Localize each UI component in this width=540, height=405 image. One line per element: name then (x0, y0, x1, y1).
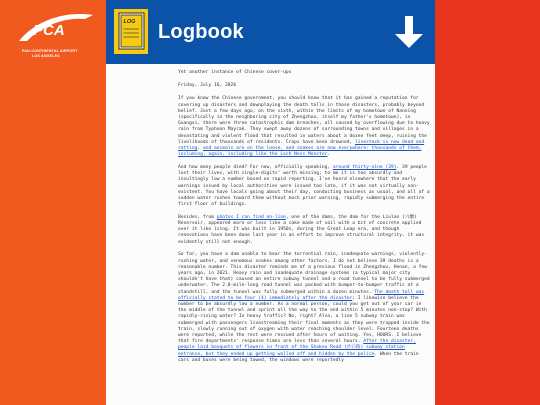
pca-logo (10, 9, 96, 65)
paragraph-text: . (327, 152, 331, 158)
logo-name: PCA (33, 22, 65, 39)
post-link[interactable]: The death toll was officially stated to be four (4) immediately after the disaster (178, 289, 425, 301)
left-sidebar (0, 0, 106, 405)
post-link[interactable]: around thirty-nine (39) (332, 164, 397, 170)
paragraph-text: So far, you have a dam unable to bear the torrential rain, inadequate warnings, violently-rushing water, and venomous snakes among other factors. I do not believe 39 deaths is a reasonable number. This disaster reminds me of a previous flood in Zhengzhou, Henan, a few years ago, in 2021. Heavy rain and inadequate drainage systems (a typical major city shouldn't have that) caused an entire subway tunnel and a road tunnel to be fully submerged underwater. The 2.8-mile-long road tunnel was packed with bumper-to-bumper traffic at a standstill, and the tunnel was fully submerged within a dozen minutes. (178, 252, 430, 295)
post-paragraph (178, 252, 432, 364)
logo-tagline (22, 49, 78, 59)
logbook-header (106, 0, 435, 64)
post-link[interactable]: livestock is now dead and rotting (178, 139, 425, 152)
arrow-down-icon[interactable] (391, 14, 427, 50)
paragraph-text: . When the train cars and buses were being towed, the windows were reportedly (178, 351, 419, 363)
post-paragraph (178, 96, 432, 158)
logo-tagline-line-2: LOS ANGELES (32, 54, 60, 58)
paragraph-text: . 39 people lost their lives, with single-digits' worth missing; to me it is too absurdly and insultingly low a number based on rapid reporting. I've heard elsewhere that the early warnings issued by local authorities were issued too late, if it was not virtually non-existent. You have locals going about their day, conducting business as usual, and all of a sudden water rushes toward them without much prior warning, rapidly submerging the entire first floor of buildings. (178, 164, 430, 208)
post-link[interactable]: and animals are on the loose, and snakes are now everywhere: thousands of them, including, again, including like the Loch Ness Monster (178, 146, 422, 158)
pca-logo-icon (15, 9, 95, 47)
logo-tagline-line-1: PAN-CONTINENTAL AIRPORT (22, 49, 78, 53)
post-body (178, 96, 432, 364)
paragraph-text: If you know the Chinese government, you should know that it has gained a reputation for covering up disasters and downplaying the death tolls in those disasters, probably beyond belief. Just a few days ago, on the sixth, within the limits of my hometown of Nanning (specifically in the neighboring city of Zhengzhou, itself my father's hometown), in Guangxi, there were three catastrophic dam breaches, all caused by overflowing due to heavy rain from Typhoon Mayrak. They swept away dozens of surrounding towns and villages in a devastating and violent flood that resulted in waters about a dozen feet deep, ruining the livelihoods of thousands of residents. Crops have been drowned, (178, 96, 430, 145)
book-label: LOG (123, 19, 136, 25)
post-paragraph (178, 215, 432, 246)
paragraph-text: ; I likewise believe the number to be absurdly low a number. As a normal person, could you get out of your car in the middle of the tunnel and sprint all the way to the end within 5 minutes non-stop? With rapidly-rising water? In heavy traffic? No, right? Also, a line 5 subway train was submerged with passengers livestreaming their final moments as they were trapped inside the train, slowly running out of oxygen with water reaching shoulder level. Fourteen deaths were reported, while the rest were rescued after hours of waiting. Yes, HOURS. I believe that fire departments' response times are less than several hours. (178, 295, 430, 345)
post-link[interactable]: After the disaster, people laid bouquets of flowers in front of the Shakou Road (沙口路) subway station entrance, but they ended up getting walled off and hidden by the police (178, 339, 416, 357)
paragraph-text: , one of the dams, the dam for the Liulan (六蘭) Reservoir, appeared more or less like a cake made of soil with a bit of concrete applied over it like icing. It was built in 1950s, during the Great Leap era, and though renovations have been done last year in an effort to improve structural integrity, it was evidently still not enough. (178, 214, 425, 245)
page-title: Logbook (158, 21, 244, 43)
post-paragraph (178, 165, 432, 208)
logbook-book-icon (114, 9, 148, 54)
post-link[interactable]: photos I can find on-line (216, 214, 286, 220)
logbook-page (106, 0, 435, 405)
paragraph-text: Besides, from (178, 214, 217, 220)
paragraph-text: And how many people died? For now, officially speaking, (178, 164, 333, 170)
paragraph-text: , (197, 146, 203, 152)
right-margin (435, 0, 540, 405)
post-title: Yet another instance of Chinese cover-ups (178, 70, 292, 75)
post-date: Friday, July 16, 2026 (178, 83, 237, 89)
post-content (178, 70, 432, 371)
